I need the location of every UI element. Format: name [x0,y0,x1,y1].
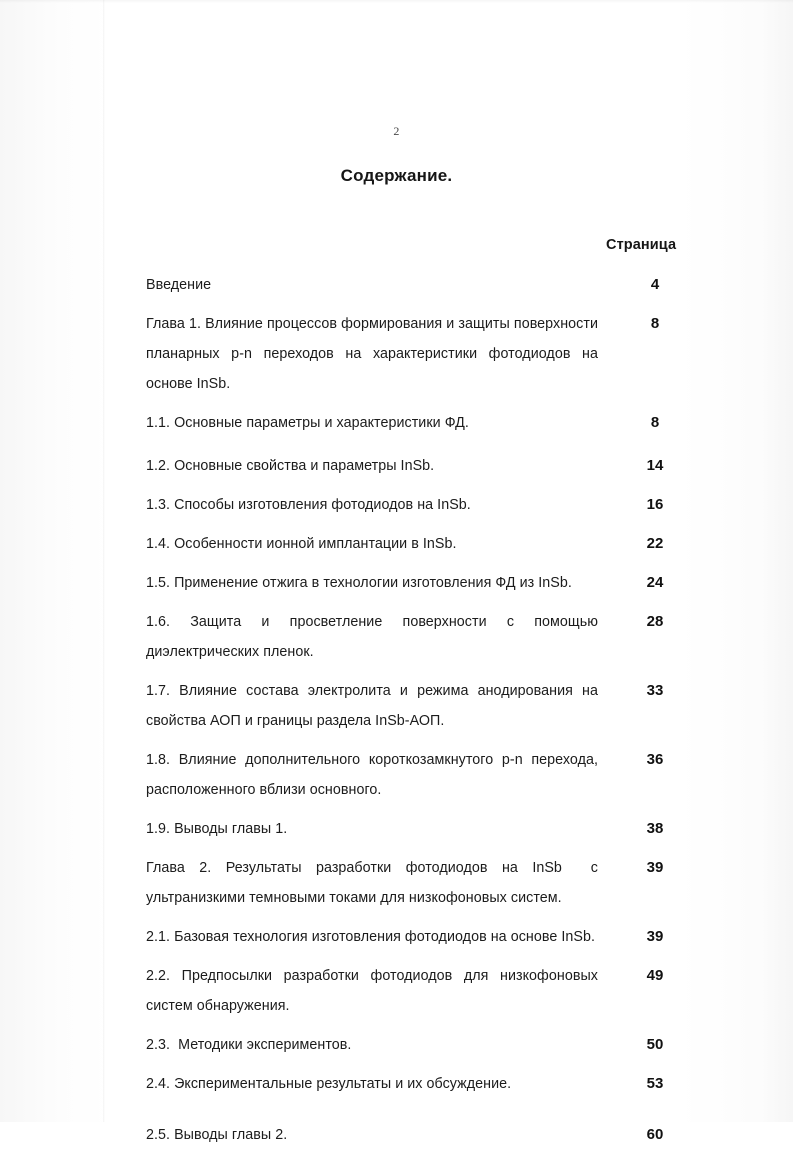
toc-entry[interactable] [146,309,686,399]
toc-entry-label: 1.3. Способы изготовления фотодиодов на InSb. [146,497,471,513]
toc-entry-label: 1.7. Влияние состава электролита и режима анодирования на свойства АОП и границы раздела InSb-АОП. [146,683,603,729]
toc-entry-page-number: 22 [646,535,664,552]
toc-entry-page-number: 49 [646,967,664,984]
toc-entry[interactable] [146,922,686,952]
toc-entry-page-number: 24 [646,574,664,591]
toc-entry[interactable] [146,1120,686,1150]
toc-entry-spacer [146,559,686,568]
page-column-header: Страница [606,237,677,253]
toc-entry[interactable] [146,451,686,481]
toc-entry-label: 1.4. Особенности ионной имплантации в InSb. [146,536,457,552]
toc-entry-spacer [146,736,686,745]
toc-entry-page-number: 39 [646,859,664,876]
toc-entry-label: 2.5. Выводы главы 2. [146,1127,288,1143]
toc-entry-label: 2.1. Базовая технология изготовления фотодиодов на основе InSb. [146,929,595,945]
toc-entry-label: 1.6. Защита и просветление поверхности с помощью диэлектрических пленок. [146,614,603,660]
toc-entry-page-number: 4 [650,276,660,293]
toc-entry-spacer [146,520,686,529]
toc-entry-page-number: 36 [646,751,664,768]
toc-entry-page-number: 50 [646,1036,664,1053]
table-of-contents [146,270,686,1159]
toc-entry-spacer [146,1150,686,1159]
toc-entry-label: Глава 2. Результаты разработки фотодиодов на InSb с ультранизкими темновыми токами для низкофоновых систем. [146,860,603,906]
toc-entry-spacer [146,481,686,490]
toc-entry-label: Введение [146,277,212,293]
toc-entry-spacer [146,844,686,853]
toc-entry-spacer [146,667,686,676]
toc-entry[interactable] [146,961,686,1021]
toc-entry-page-number: 8 [650,315,660,332]
toc-entry-spacer [146,1060,686,1069]
toc-entry[interactable] [146,745,686,805]
toc-entry-label: Глава 1. Влияние процессов формирования и защиты поверхности планарных p-n переходов на характеристики фотодиодов на основе InSb. [146,316,603,392]
toc-entry-spacer [146,805,686,814]
toc-entry[interactable] [146,568,686,598]
toc-entry-spacer [146,1021,686,1030]
toc-entry-label: 1.5. Применение отжига в технологии изготовления ФД из InSb. [146,575,572,591]
toc-entry-label: 1.2. Основные свойства и параметры InSb. [146,458,435,474]
toc-entry[interactable] [146,676,686,736]
toc-entry-spacer [146,952,686,961]
toc-entry-label: 2.3. Методики экспериментов. [146,1037,352,1053]
toc-entry-page-number: 53 [646,1075,664,1092]
page-title: Содержание. [340,166,453,185]
toc-entry[interactable] [146,814,686,844]
toc-entry-page-number: 16 [646,496,664,513]
scan-edge-top [0,0,793,3]
toc-entry-page-number: 38 [646,820,664,837]
toc-entry-page-number: 14 [646,457,664,474]
toc-entry-page-number: 28 [646,613,664,630]
toc-entry[interactable] [146,490,686,520]
toc-entry-page-number: 39 [646,928,664,945]
toc-entry-spacer [146,300,686,309]
toc-entry[interactable] [146,270,686,300]
toc-entry-page-number: 8 [650,414,660,431]
toc-entry-label: 1.1. Основные параметры и характеристики ФД. [146,415,469,431]
toc-entry[interactable] [146,853,686,913]
toc-entry-spacer [146,1099,686,1120]
toc-entry-label: 1.8. Влияние дополнительного короткозамкнутого p-n перехода, расположенного вблизи основного. [146,752,603,798]
toc-entry-spacer [146,913,686,922]
page-folio-number: 2 [393,124,400,138]
toc-entry-spacer [146,598,686,607]
toc-entry[interactable] [146,408,686,438]
toc-entry-spacer [146,438,686,451]
toc-entry[interactable] [146,529,686,559]
toc-entry-label: 1.9. Выводы главы 1. [146,821,288,837]
toc-entry[interactable] [146,1030,686,1060]
toc-entry[interactable] [146,1069,686,1099]
toc-entry-spacer [146,399,686,408]
toc-entry[interactable] [146,607,686,667]
toc-entry-label: 2.4. Экспериментальные результаты и их обсуждение. [146,1076,512,1092]
toc-entry-page-number: 33 [646,682,664,699]
toc-entry-label: 2.2. Предпосылки разработки фотодиодов для низкофоновых систем обнаружения. [146,968,603,1014]
toc-entry-page-number: 60 [646,1126,664,1143]
